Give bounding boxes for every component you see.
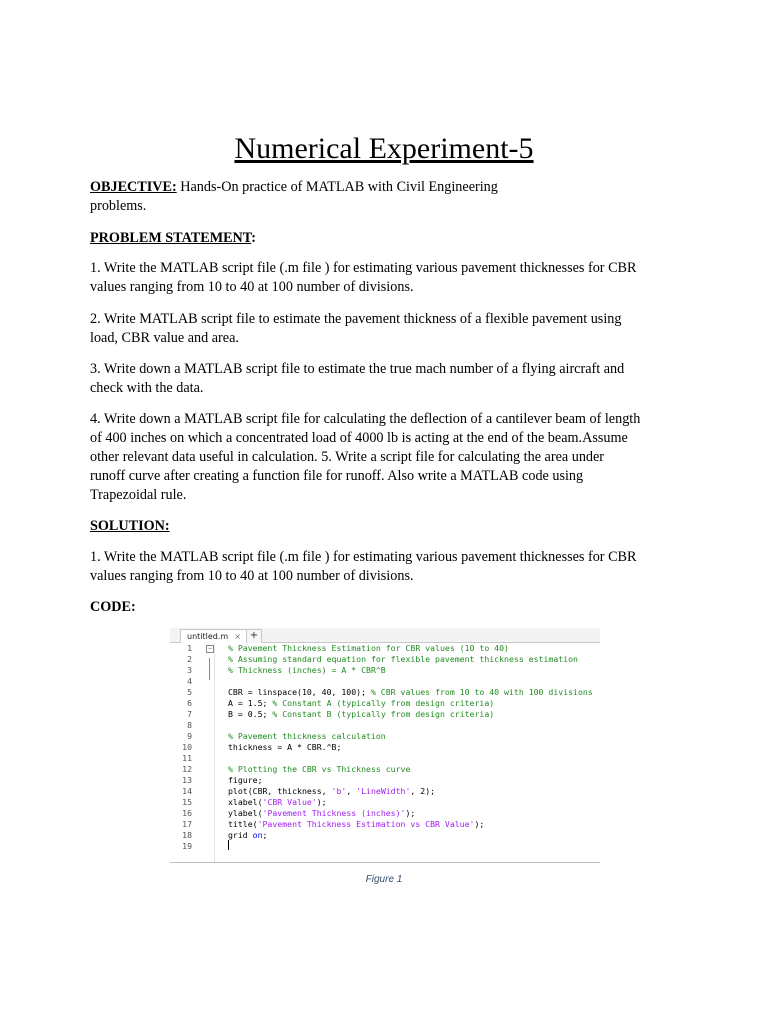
code-text bbox=[228, 709, 494, 720]
code-string: 'LineWidth' bbox=[356, 786, 411, 796]
problem-item-2-line: 2. Write MATLAB script file to estimate the pavement thickness of a flexible pavement using bbox=[90, 311, 622, 327]
code-token: , 2); bbox=[410, 786, 436, 796]
code-comment: % Constant B (typically from design criteria) bbox=[272, 709, 495, 719]
problem-item-2 bbox=[90, 310, 690, 348]
code-keyword: on bbox=[252, 830, 263, 840]
code-line bbox=[170, 698, 600, 709]
code-token: A = 1.5; bbox=[228, 698, 273, 708]
problem-item-4-line: runoff curve after creating a function file for runoff. Also write a MATLAB code using bbox=[90, 468, 584, 484]
objective-text: Hands-On practice of MATLAB with Civil Engineering bbox=[176, 179, 498, 195]
code-text bbox=[228, 808, 415, 819]
code-text: % Pavement thickness calculation bbox=[228, 731, 386, 741]
code-line bbox=[170, 841, 600, 852]
line-number: 6 bbox=[187, 698, 192, 708]
figure-caption: Figure 1 bbox=[365, 874, 403, 885]
problem-statement-label: PROBLEM STATEMENT bbox=[90, 230, 252, 246]
line-number: 12 bbox=[182, 764, 192, 774]
solution-item-1 bbox=[90, 548, 690, 586]
matlab-editor-figure bbox=[170, 628, 600, 864]
solution-item-line: values ranging from 10 to 40 at 100 number of divisions. bbox=[90, 568, 414, 584]
line-number: 11 bbox=[182, 753, 192, 763]
new-tab-button[interactable]: + bbox=[246, 629, 262, 643]
code-text: % Pavement Thickness Estimation for CBR values (10 to 40) bbox=[228, 643, 509, 653]
solution-heading bbox=[90, 517, 690, 536]
code-string: 'CBR Value' bbox=[262, 797, 317, 807]
problem-item-4-line: of 400 inches on which a concentrated load of 4000 lb is acting at the end of the beam.Assume bbox=[90, 430, 628, 446]
editor-bottom-border bbox=[170, 862, 600, 863]
code-text: % Assuming standard equation for flexible pavement thickness estimation bbox=[228, 654, 578, 664]
problem-item-1-line: values ranging from 10 to 40 at 100 number of divisions. bbox=[90, 279, 414, 295]
code-text bbox=[228, 819, 484, 830]
code-token: plot(CBR, thickness, bbox=[228, 786, 332, 796]
code-line bbox=[170, 753, 600, 764]
code-line bbox=[170, 764, 600, 775]
code-string: 'b' bbox=[331, 786, 347, 796]
code-string: 'Pavement Thickness (inches)' bbox=[262, 808, 406, 818]
line-number: 17 bbox=[182, 819, 192, 829]
file-tab[interactable] bbox=[180, 629, 248, 643]
line-number: 7 bbox=[187, 709, 192, 719]
problem-item-3-line: check with the data. bbox=[90, 380, 204, 396]
line-number: 16 bbox=[182, 808, 192, 818]
code-line bbox=[170, 819, 600, 830]
problem-statement-colon: : bbox=[251, 230, 256, 246]
line-number: 14 bbox=[182, 786, 192, 796]
code-token: ylabel( bbox=[228, 808, 263, 818]
code-line bbox=[170, 643, 600, 654]
problem-item-4-line: Trapezoidal rule. bbox=[90, 487, 187, 503]
line-number: 19 bbox=[182, 841, 192, 851]
line-number: 8 bbox=[187, 720, 192, 730]
line-number: 13 bbox=[182, 775, 192, 785]
problem-item-4-line: 4. Write down a MATLAB script file for calculating the deflection of a cantilever beam of length bbox=[90, 411, 641, 427]
code-line bbox=[170, 665, 600, 676]
close-icon[interactable]: × bbox=[234, 632, 241, 641]
code-heading bbox=[90, 598, 690, 617]
problem-item-3-line: 3. Write down a MATLAB script file to estimate the true mach number of a flying aircraft and bbox=[90, 361, 625, 377]
editor-tab-bar bbox=[170, 628, 600, 643]
code-line bbox=[170, 797, 600, 808]
objective-label: OBJECTIVE: bbox=[90, 179, 177, 195]
code-line bbox=[170, 720, 600, 731]
code-line bbox=[170, 742, 600, 753]
code-line bbox=[170, 654, 600, 665]
page-title: Numerical Experiment-5 bbox=[234, 132, 534, 165]
line-number: 2 bbox=[187, 654, 192, 664]
problem-statement-heading bbox=[90, 229, 690, 248]
code-text bbox=[228, 830, 267, 841]
problem-item-4-line: other relevant data useful in calculation. 5. Write a script file for calculating the area under bbox=[90, 449, 605, 465]
code-lines[interactable] bbox=[170, 643, 600, 852]
objective-paragraph bbox=[90, 178, 690, 216]
code-token: CBR = linspace(10, 40, 100); bbox=[228, 687, 371, 697]
line-number: 1 bbox=[187, 643, 192, 653]
code-text: % Thickness (inches) = A * CBR^B bbox=[228, 665, 386, 675]
code-text: thickness = A * CBR.^B; bbox=[228, 742, 342, 752]
solution-label: SOLUTION: bbox=[90, 518, 170, 534]
code-token: grid bbox=[228, 830, 253, 840]
code-token: B = 0.5; bbox=[228, 709, 273, 719]
line-number: 3 bbox=[187, 665, 192, 675]
problem-item-1 bbox=[90, 259, 690, 297]
problem-item-4 bbox=[90, 410, 690, 505]
code-token: xlabel( bbox=[228, 797, 263, 807]
code-token: ); bbox=[474, 819, 485, 829]
objective-text-cont: problems. bbox=[90, 198, 147, 214]
code-token: , bbox=[346, 786, 357, 796]
code-text bbox=[228, 786, 435, 797]
code-comment: % Constant A (typically from design criteria) bbox=[272, 698, 495, 708]
code-text bbox=[228, 687, 593, 698]
code-label: CODE: bbox=[90, 599, 136, 615]
code-line bbox=[170, 676, 600, 687]
code-string: 'Pavement Thickness Estimation vs CBR Value' bbox=[257, 819, 475, 829]
code-token: title( bbox=[228, 819, 258, 829]
code-comment: % CBR values from 10 to 40 with 100 divisions bbox=[370, 687, 593, 697]
code-token: ); bbox=[405, 808, 416, 818]
line-number: 10 bbox=[182, 742, 192, 752]
fold-minus-icon[interactable]: − bbox=[206, 645, 214, 653]
solution-item-line: 1. Write the MATLAB script file (.m file ) for estimating various pavement thicknesses for CBR bbox=[90, 549, 637, 565]
code-line bbox=[170, 731, 600, 742]
code-token: ; bbox=[262, 830, 268, 840]
code-line bbox=[170, 775, 600, 786]
line-number: 9 bbox=[187, 731, 192, 741]
code-line bbox=[170, 786, 600, 797]
line-number: 4 bbox=[187, 676, 192, 686]
code-token: ); bbox=[316, 797, 327, 807]
code-line bbox=[170, 709, 600, 720]
line-number: 15 bbox=[182, 797, 192, 807]
line-number: 18 bbox=[182, 830, 192, 840]
code-line bbox=[170, 687, 600, 698]
code-text: figure; bbox=[228, 775, 263, 785]
code-line bbox=[170, 808, 600, 819]
text-cursor bbox=[228, 840, 229, 850]
file-tab-label: untitled.m bbox=[187, 632, 229, 641]
code-text bbox=[228, 698, 494, 709]
line-number: 5 bbox=[187, 687, 192, 697]
code-line bbox=[170, 830, 600, 841]
problem-item-3 bbox=[90, 360, 690, 398]
problem-item-1-line: 1. Write the MATLAB script file (.m file ) for estimating various pavement thicknesses for CBR bbox=[90, 260, 637, 276]
problem-item-2-line: load, CBR value and area. bbox=[90, 330, 239, 346]
code-text: % Plotting the CBR vs Thickness curve bbox=[228, 764, 411, 774]
code-text bbox=[228, 797, 327, 808]
